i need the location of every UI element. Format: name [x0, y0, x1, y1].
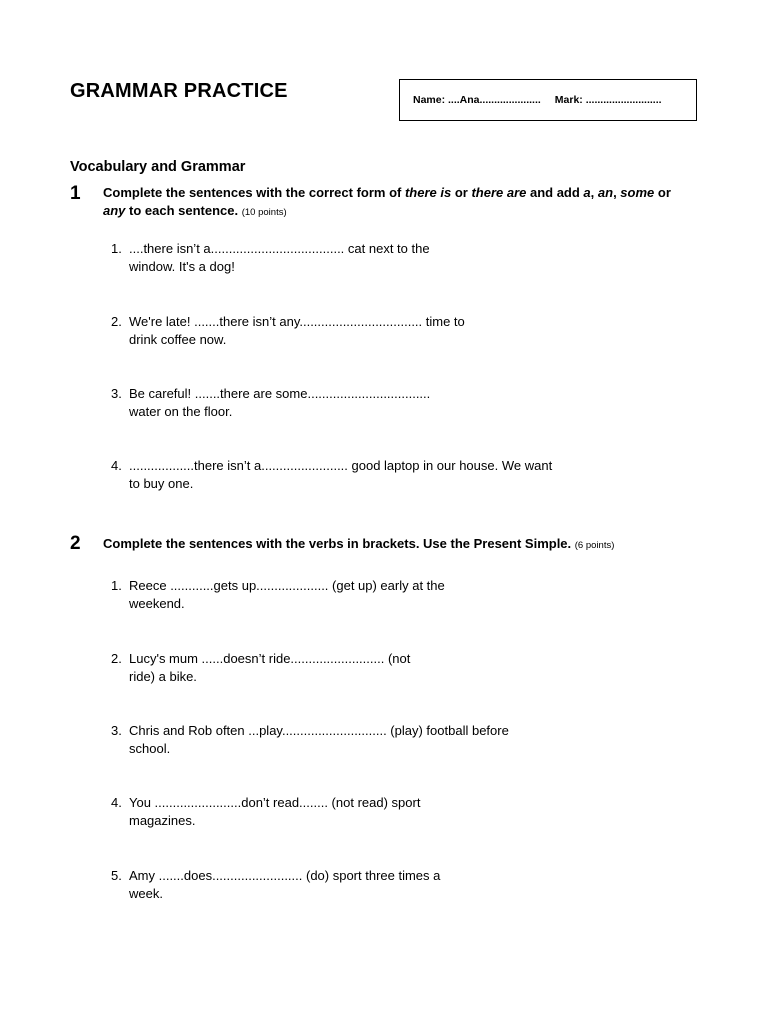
list-item: 2. We're late! .......there isn’t any.................................. time to drink coffee now.: [111, 314, 465, 347]
list-item: 5. Amy .......does......................... (do) sport three times a week.: [111, 868, 441, 901]
name-mark-box: [399, 79, 697, 121]
points-label: (6 points): [574, 540, 615, 551]
list-item: 1. Reece ............gets up.................... (get up) early at the weekend.: [111, 578, 445, 611]
page-title: GRAMMAR PRACTICE: [70, 80, 288, 102]
list-item: 3. Chris and Rob often ...play............................. (play) football before school.: [111, 723, 509, 756]
list-item: 1. ....there isn’t a..................................... cat next to the window. It's a dog!: [111, 241, 430, 274]
exercise-2-instructions: Complete the sentences with the verbs in brackets. Use the Present Simple. (6 points): [103, 536, 615, 551]
exercise-1-instructions: Complete the sentences with the correct form of there is or there are and add a, an, some or any to each sentence. (10 points): [103, 185, 671, 218]
section-title: Vocabulary and Grammar: [70, 159, 246, 175]
exercise-1-number: 1: [70, 183, 81, 204]
points-label: (10 points): [241, 207, 287, 218]
list-item: 4. ..................there isn’t a........................ good laptop in our house. We want to buy one.: [111, 458, 553, 491]
mark-field: Mark: ..........................: [554, 94, 662, 106]
list-item: 2. Lucy's mum ......doesn’t ride.......................... (not ride) a bike.: [111, 651, 411, 684]
exercise-2-number: 2: [70, 533, 81, 554]
list-item: 3. Be careful! .......there are some.................................. water on the floor.: [111, 386, 431, 419]
name-field: Name: ....Ana.....................: [413, 94, 541, 106]
list-item: 4. You ........................don’t read........ (not read) sport magazines.: [111, 795, 421, 828]
